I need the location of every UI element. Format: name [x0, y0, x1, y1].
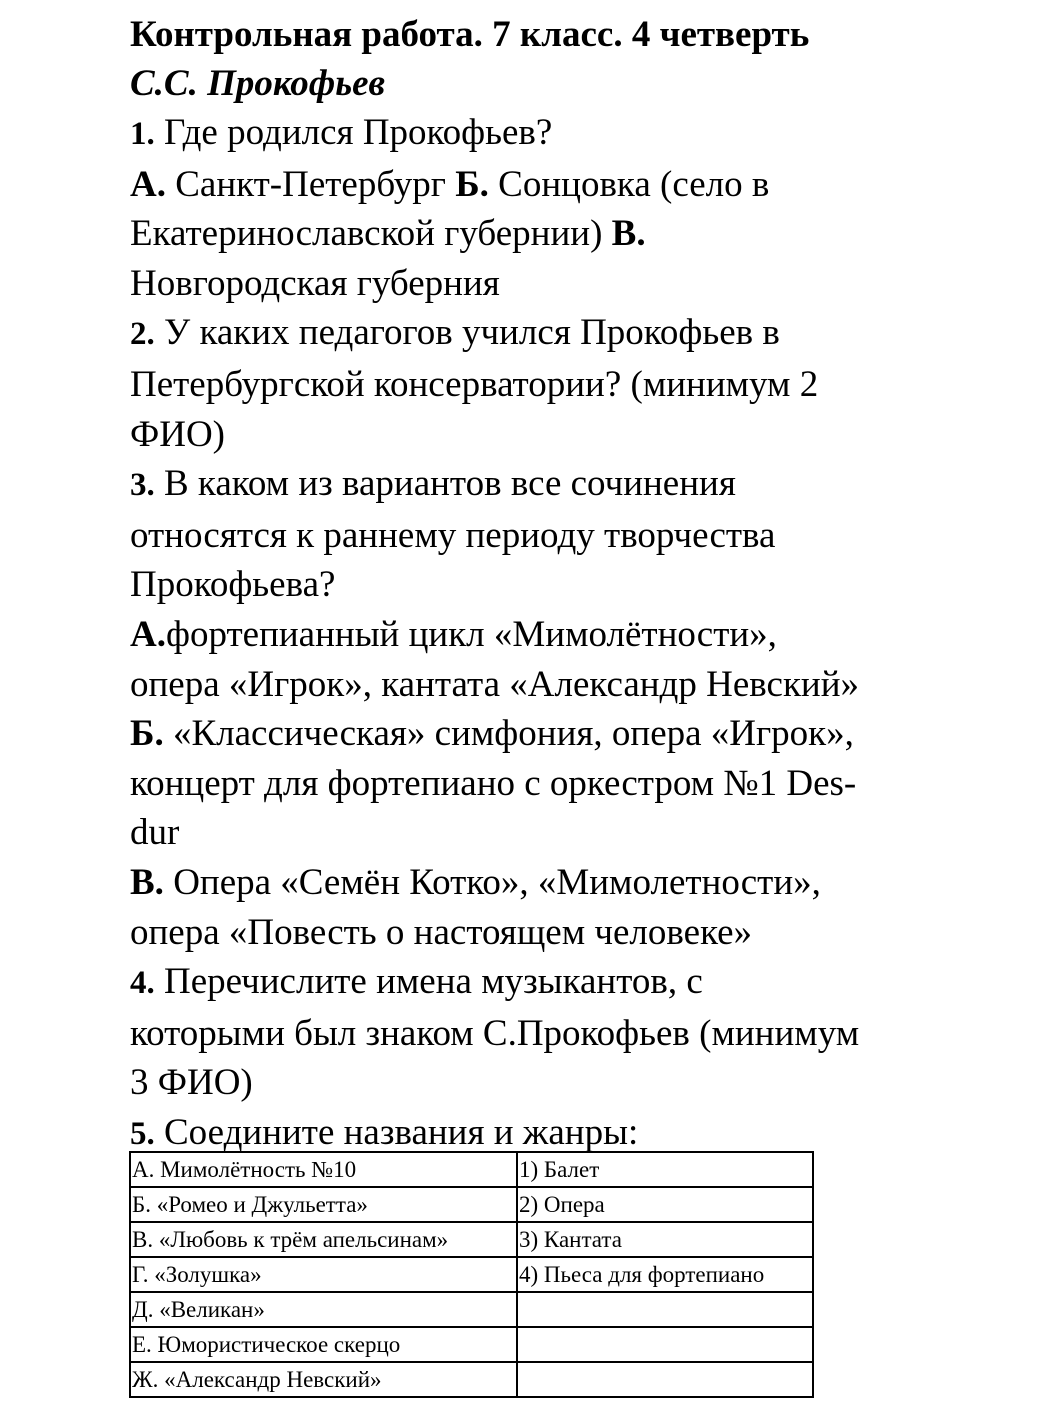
option-label-a: А.	[130, 613, 166, 655]
title-cell: Е. Юмористическое скерцо	[130, 1327, 517, 1362]
option-label-b: Б.	[130, 713, 164, 755]
question-text: Соедините названия и жанры:	[154, 1111, 639, 1153]
matching-table	[129, 1151, 814, 1398]
q3-option-c-line-2: опера «Повесть о настоящем человеке»	[130, 911, 753, 953]
question-1	[130, 108, 1030, 160]
question-number: 4.	[130, 965, 155, 1002]
question-number: 1.	[130, 116, 155, 152]
option-label-c: В.	[611, 213, 646, 255]
genre-cell	[517, 1362, 813, 1397]
title-cell: Б. «Ромео и Джульетта»	[130, 1187, 517, 1222]
option-text-c: Опера «Семён Котко», «Мимолетности»,	[163, 861, 821, 903]
option-text-b-cont: Екатеринославской губернии)	[130, 213, 612, 255]
title-cell: Г. «Золушка»	[130, 1257, 517, 1292]
title-cell: Д. «Великан»	[130, 1292, 517, 1327]
question-3	[130, 459, 1030, 511]
genre-cell	[517, 1292, 813, 1327]
page-subtitle: С.С. Прокофьев	[130, 63, 386, 104]
q1-options-line-2	[130, 209, 1030, 259]
genre-cell: 2) Опера	[517, 1187, 813, 1222]
q3-option-a-line-2: опера «Игрок», кантата «Александр Невский»	[130, 663, 860, 705]
question-2	[130, 308, 1030, 360]
genre-cell	[517, 1327, 813, 1362]
genre-cell: 1) Балет	[517, 1152, 813, 1187]
question-number: 2.	[130, 316, 155, 353]
question-4-line-2: которыми был знаком С.Прокофьев (минимум	[130, 1012, 860, 1054]
title-cell: А. Мимолётность №10	[130, 1152, 517, 1187]
question-2-line-2: Петербургской консерватории? (минимум 2	[130, 363, 819, 405]
option-label-b: Б.	[455, 163, 489, 205]
question-2-line-3: ФИО)	[130, 413, 225, 455]
question-3-line-3: Прокофьева?	[130, 564, 336, 606]
question-number: 5.	[130, 1115, 155, 1152]
q3-option-b-line-2: концерт для фортепиано с оркестром №1 Des-	[130, 762, 857, 804]
option-text-b: Сонцовка (село в	[488, 163, 770, 205]
table-row	[130, 1362, 813, 1397]
table-row	[130, 1187, 813, 1222]
page-title: Контрольная работа. 7 класс. 4 четверть	[130, 14, 810, 55]
worksheet	[130, 10, 1030, 1159]
genre-cell: 3) Кантата	[517, 1222, 813, 1257]
option-text-b: «Классическая» симфония, опера «Игрок»,	[163, 713, 854, 755]
q3-option-a	[130, 610, 1030, 660]
table-row	[130, 1257, 813, 1292]
table-row	[130, 1327, 813, 1362]
title-cell: Ж. «Александр Невский»	[130, 1362, 517, 1397]
title-cell: В. «Любовь к трём апельсинам»	[130, 1222, 517, 1257]
question-4-line-3: 3 ФИО)	[130, 1062, 253, 1104]
table-row	[130, 1152, 813, 1187]
q1-options-line-3: Новгородская губерния	[130, 262, 500, 304]
question-number: 3.	[130, 467, 155, 504]
genre-cell: 4) Пьеса для фортепиано	[517, 1257, 813, 1292]
question-text: Перечислите имена музыкантов, с	[154, 961, 703, 1003]
question-text: Где родился Прокофьев?	[154, 112, 553, 153]
question-text: В каком из вариантов все сочинения	[154, 463, 736, 505]
question-3-line-2: относятся к раннему периоду творчества	[130, 514, 776, 556]
option-text-a: Санкт-Петербург	[165, 163, 456, 205]
option-label-a: А.	[130, 163, 166, 205]
q3-option-b	[130, 709, 1030, 759]
q3-option-c	[130, 858, 1030, 908]
option-text-a: фортепианный цикл «Мимолётности»,	[165, 613, 777, 655]
question-text: У каких педагогов учился Прокофьев в	[154, 312, 780, 354]
table-row	[130, 1222, 813, 1257]
question-4	[130, 957, 1030, 1009]
table-row	[130, 1292, 813, 1327]
option-label-c: В.	[130, 861, 164, 903]
q1-options-line-1	[130, 160, 1030, 210]
q3-option-b-line-3: dur	[130, 812, 180, 854]
